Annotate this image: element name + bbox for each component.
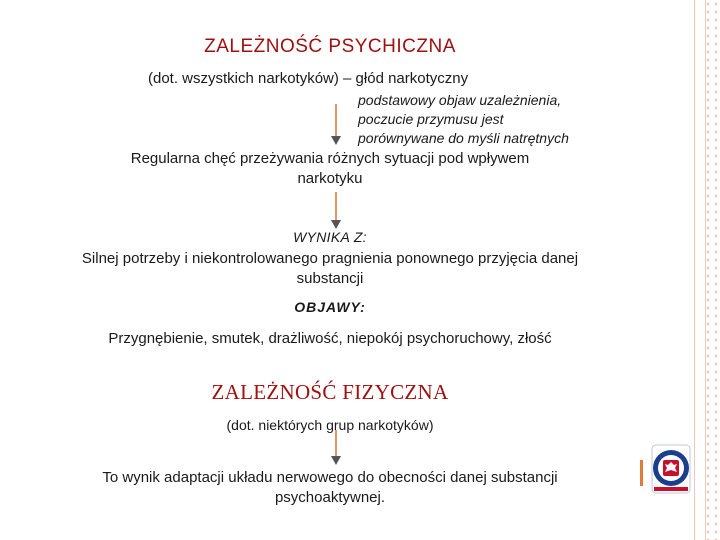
note-line-1: podstawowy objaw uzależnienia, [358, 92, 562, 108]
results-line-1: Silnej potrzeby i niekontrolowanego pragnienia ponownego przyjęcia danej [81, 250, 579, 267]
symptoms-heading: OBJAWY: [294, 299, 366, 315]
note-line-2: poczucie przymusu jest [358, 111, 504, 127]
subtitle-physical-dependence: (dot. niektórych grup narkotyków) [226, 417, 434, 433]
adaptation-line-2: psychoaktywnej. [274, 489, 386, 506]
police-badge-icon [648, 443, 694, 495]
results-line-2: substancji [296, 270, 364, 287]
subtitle-psychic-dependence: (dot. wszystkich narkotyków) – głód narkotyczny [148, 70, 469, 87]
title-psychic-dependence: ZALEŻNOŚĆ PSYCHICZNA [204, 36, 456, 57]
symptoms-line: Przygnębienie, smutek, drażliwość, niepokój psychoruchowy, złość [108, 330, 552, 347]
down-arrow-icon [329, 192, 343, 230]
desire-line-1: Regularna chęć przeżywania różnych sytuacji pod wpływem [130, 150, 530, 167]
down-arrow-icon [329, 430, 343, 466]
decorative-dot-pattern [704, 0, 720, 540]
down-arrow-icon [329, 104, 343, 146]
results-heading: WYNIKA Z: [293, 229, 367, 245]
logo-accent-bar [640, 460, 643, 486]
desire-line-2: narkotyku [297, 170, 363, 187]
note-line-3: porównywane do myśli natrętnych [358, 130, 569, 146]
adaptation-line-1: To wynik adaptacji układu nerwowego do obecności danej substancji [102, 469, 558, 486]
title-physical-dependence: ZALEŻNOŚĆ FIZYCZNA [211, 380, 449, 404]
